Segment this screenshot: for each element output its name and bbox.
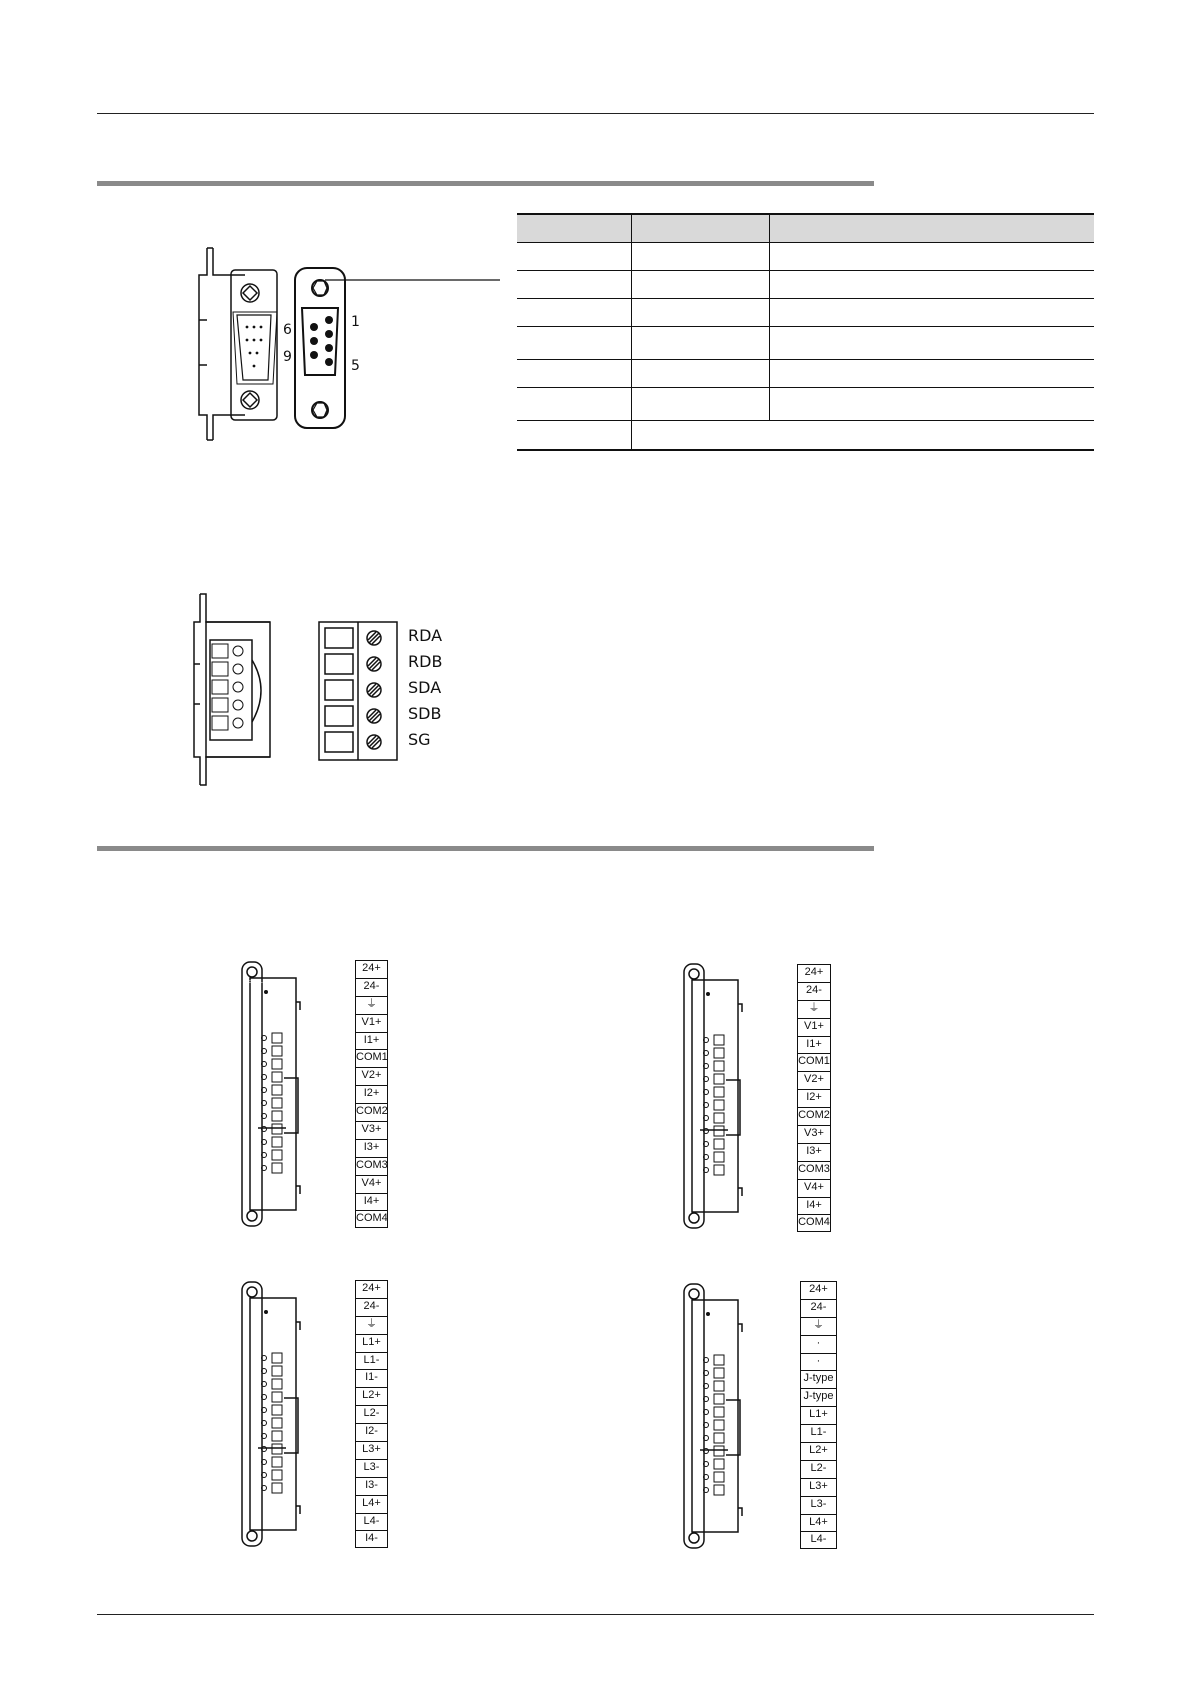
terminal-cell: I3+ [355, 1139, 388, 1157]
terminal-cell: 24- [355, 1298, 388, 1316]
terminal-cell: L3- [800, 1496, 837, 1514]
terminal-cell: COM4 [797, 1214, 831, 1232]
section-rule-1 [97, 181, 874, 186]
terminal-cell: L3+ [800, 1478, 837, 1496]
terminal-cell: L1- [355, 1352, 388, 1370]
terminal-cell: 24- [797, 982, 831, 1000]
module-label-4ad: FX3U-4AD-ADP [248, 980, 285, 986]
rs485-terminal-front-drawing [318, 621, 398, 761]
module-drawing-4da [680, 960, 748, 1232]
terminal-cell: L4+ [800, 1514, 837, 1532]
terminal-cell: L3- [355, 1459, 388, 1477]
terminal-cell: L1+ [800, 1406, 837, 1424]
terminal-cell: · [800, 1335, 837, 1353]
terminal-cell: L4- [800, 1531, 837, 1549]
terminal-cell: I3- [355, 1477, 388, 1495]
terminal-label-sg: SG [408, 730, 431, 749]
terminal-cell: 24- [800, 1299, 837, 1317]
terminal-cell: · [800, 1353, 837, 1371]
terminal-cell: I1- [355, 1369, 388, 1387]
terminal-cell: I2+ [355, 1085, 388, 1103]
ground-icon: ⏚ [355, 1316, 388, 1334]
dsub-connector-drawing [185, 240, 500, 450]
terminal-cell: COM2 [797, 1107, 831, 1125]
terminal-cell: 24- [355, 978, 388, 996]
terminal-strip-4ad-tc [800, 1281, 837, 1549]
terminal-cell: L2+ [800, 1442, 837, 1460]
terminal-label-rda: RDA [408, 626, 443, 645]
terminal-cell: I2+ [797, 1089, 831, 1107]
pin-label-1: 1 [351, 314, 360, 330]
table-header-row [517, 214, 1094, 243]
terminal-cell: L3+ [355, 1441, 388, 1459]
table-row [517, 271, 1094, 299]
pin-label-5: 5 [351, 358, 360, 374]
terminal-cell: L2- [800, 1460, 837, 1478]
terminal-cell: I3+ [797, 1143, 831, 1161]
terminal-cell: COM1 [797, 1053, 831, 1071]
terminal-cell: L4+ [355, 1495, 388, 1513]
terminal-cell: I1+ [355, 1032, 388, 1050]
terminal-cell: COM1 [355, 1049, 388, 1067]
terminal-cell: L2- [355, 1405, 388, 1423]
ground-icon: ⏚ [797, 1000, 831, 1018]
pin-assignment-table [517, 213, 1094, 451]
screw-terminal-icon [367, 631, 381, 749]
terminal-cell: L1+ [355, 1334, 388, 1352]
terminal-cell: I1+ [797, 1036, 831, 1054]
terminal-cell: 24+ [800, 1281, 837, 1299]
terminal-cell: COM3 [355, 1157, 388, 1175]
terminal-label-sda: SDA [408, 678, 442, 697]
terminal-cell: V1+ [355, 1014, 388, 1032]
ground-icon: ⏚ [355, 996, 388, 1014]
terminal-strip-4ad [355, 960, 388, 1228]
table-header-cell [517, 214, 632, 243]
table-row [517, 360, 1094, 388]
ground-icon: ⏚ [800, 1317, 837, 1335]
terminal-cell: I4- [355, 1530, 388, 1548]
terminal-cell: V4+ [355, 1175, 388, 1193]
module-drawing-4ad-pt [238, 1278, 306, 1550]
terminal-cell: I2- [355, 1423, 388, 1441]
table-header-cell [770, 214, 1095, 243]
terminal-cell: J-type [800, 1370, 837, 1388]
table-row [517, 243, 1094, 271]
section-rule-2 [97, 846, 874, 851]
footer-rule [97, 1614, 1094, 1615]
terminal-cell: V3+ [797, 1125, 831, 1143]
table-row [517, 388, 1094, 421]
terminal-cell: COM2 [355, 1103, 388, 1121]
terminal-cell: V2+ [355, 1067, 388, 1085]
terminal-strip-4da [797, 964, 831, 1232]
terminal-cell: L2+ [355, 1387, 388, 1405]
terminal-cell: 24+ [797, 964, 831, 982]
terminal-cell: V1+ [797, 1018, 831, 1036]
terminal-cell: 24+ [355, 1280, 388, 1298]
table-row [517, 327, 1094, 360]
terminal-label-sdb: SDB [408, 704, 442, 723]
terminal-cell: V3+ [355, 1121, 388, 1139]
terminal-cell: V4+ [797, 1179, 831, 1197]
pin-label-9: 9 [283, 349, 292, 365]
terminal-cell: J-type [800, 1388, 837, 1406]
terminal-strip-4ad-pt [355, 1280, 388, 1548]
terminal-cell: L4- [355, 1513, 388, 1531]
header-rule [97, 113, 1094, 114]
table-row [517, 299, 1094, 327]
terminal-cell: COM4 [355, 1210, 388, 1228]
pin-label-6: 6 [283, 322, 292, 338]
terminal-cell: 24+ [355, 960, 388, 978]
terminal-cell: L1- [800, 1424, 837, 1442]
table-row [517, 421, 1094, 451]
terminal-cell: V2+ [797, 1071, 831, 1089]
terminal-cell: COM3 [797, 1161, 831, 1179]
rs485-terminal-labels [408, 626, 442, 756]
terminal-cell: I4+ [797, 1197, 831, 1215]
rs485-terminal-side-drawing [190, 592, 290, 787]
table-header-cell [632, 214, 770, 243]
module-drawing-4ad-tc [680, 1280, 748, 1552]
terminal-cell: I4+ [355, 1193, 388, 1211]
module-drawing-4ad [238, 958, 306, 1230]
terminal-label-rdb: RDB [408, 652, 443, 671]
